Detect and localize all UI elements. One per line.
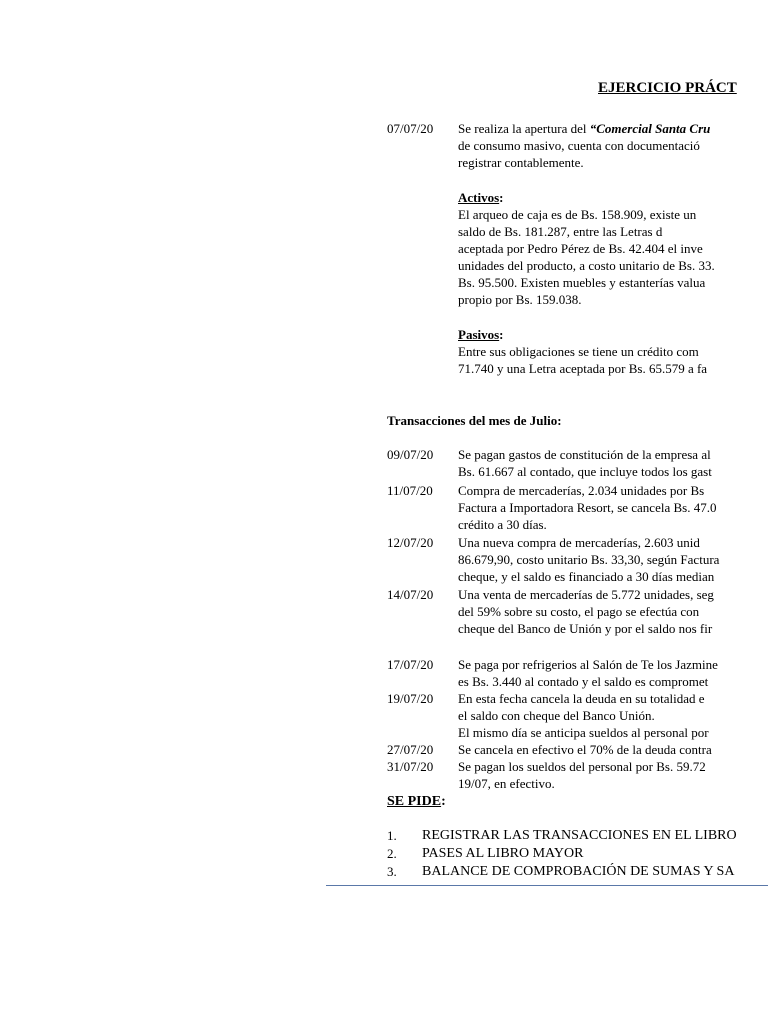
transaction-line: Se pagan gastos de constitución de la empresa al (458, 447, 711, 462)
transaction-line: 19/07, en efectivo. (458, 776, 555, 791)
transaction-line: Una nueva compra de mercaderías, 2.603 unid (458, 535, 700, 550)
exercise-title: EJERCICIO PRÁCT (598, 80, 737, 96)
opening-line-1: Se realiza la apertura del “Comercial Santa Cru (458, 121, 711, 136)
transaction-line: Compra de mercaderías, 2.034 unidades por Bs (458, 483, 705, 498)
pasivos-heading: Pasivos: (458, 327, 504, 342)
transaction-date: 14/07/20 (387, 587, 434, 602)
transaction-line: cheque del Banco de Unión y por el saldo nos fir (458, 621, 713, 636)
transaction-date: 09/07/20 (387, 447, 434, 462)
opening-line-2: de consumo masivo, cuenta con documentació (458, 138, 700, 153)
transactions-heading: Transacciones del mes de Julio: (387, 413, 562, 428)
bottom-rule (326, 885, 768, 886)
se-pide-heading: SE PIDE: (387, 794, 446, 809)
activos-heading: Activos: (458, 190, 504, 205)
requirement-number: 3. (387, 864, 397, 879)
requirement-number: 2. (387, 846, 397, 861)
pasivos-line: 71.740 y una Letra aceptada por Bs. 65.579 a fa (458, 361, 708, 376)
transaction-date: 11/07/20 (387, 483, 433, 498)
transaction-line: Bs. 61.667 al contado, que incluye todos los gast (458, 464, 712, 479)
activos-line: propio por Bs. 159.038. (458, 292, 582, 307)
requirement-text: REGISTRAR LAS TRANSACCIONES EN EL LIBRO (422, 828, 737, 843)
activos-line: El arqueo de caja es de Bs. 158.909, existe un (458, 207, 697, 222)
transaction-line: es Bs. 3.440 al contado y el saldo es compromet (458, 674, 709, 689)
activos-line: saldo de Bs. 181.287, entre las Letras d (458, 224, 663, 239)
transaction-date: 19/07/20 (387, 691, 434, 706)
transaction-line: El mismo día se anticipa sueldos al personal por (458, 725, 709, 740)
transaction-line: Factura a Importadora Resort, se cancela Bs. 47.0 (458, 500, 717, 515)
company-name: “Comercial Santa Cru (589, 121, 711, 136)
transaction-line: 86.679,90, costo unitario Bs. 33,30, según Factura (458, 552, 720, 567)
pasivos-line: Entre sus obligaciones se tiene un crédito com (458, 344, 699, 359)
transaction-date: 27/07/20 (387, 742, 434, 757)
transaction-line: Se pagan los sueldos del personal por Bs. 59.72 (458, 759, 706, 774)
activos-line: aceptada por Pedro Pérez de Bs. 42.404 el inve (458, 241, 703, 256)
opening-line-3: registrar contablemente. (458, 155, 584, 170)
transaction-line: el saldo con cheque del Banco Unión. (458, 708, 655, 723)
transaction-line: del 59% sobre su costo, el pago se efectúa con (458, 604, 700, 619)
transaction-date: 31/07/20 (387, 759, 434, 774)
opening-date: 07/07/20 (387, 121, 434, 136)
transaction-line: Se cancela en efectivo el 70% de la deuda contra (458, 742, 712, 757)
activos-line: Bs. 95.500. Existen muebles y estanterías valua (458, 275, 706, 290)
transaction-date: 12/07/20 (387, 535, 434, 550)
transaction-line: cheque, y el saldo es financiado a 30 días median (458, 569, 715, 584)
transaction-line: Se paga por refrigerios al Salón de Te los Jazmine (458, 657, 718, 672)
requirement-text: PASES AL LIBRO MAYOR (422, 846, 584, 861)
requirement-number: 1. (387, 828, 397, 843)
transaction-line: En esta fecha cancela la deuda en su totalidad e (458, 691, 705, 706)
requirement-text: BALANCE DE COMPROBACIÓN DE SUMAS Y SA (422, 864, 735, 879)
activos-line: unidades del producto, a costo unitario de Bs. 33. (458, 258, 715, 273)
transaction-date: 17/07/20 (387, 657, 434, 672)
transaction-line: crédito a 30 días. (458, 517, 547, 532)
transaction-line: Una venta de mercaderías de 5.772 unidades, seg (458, 587, 714, 602)
